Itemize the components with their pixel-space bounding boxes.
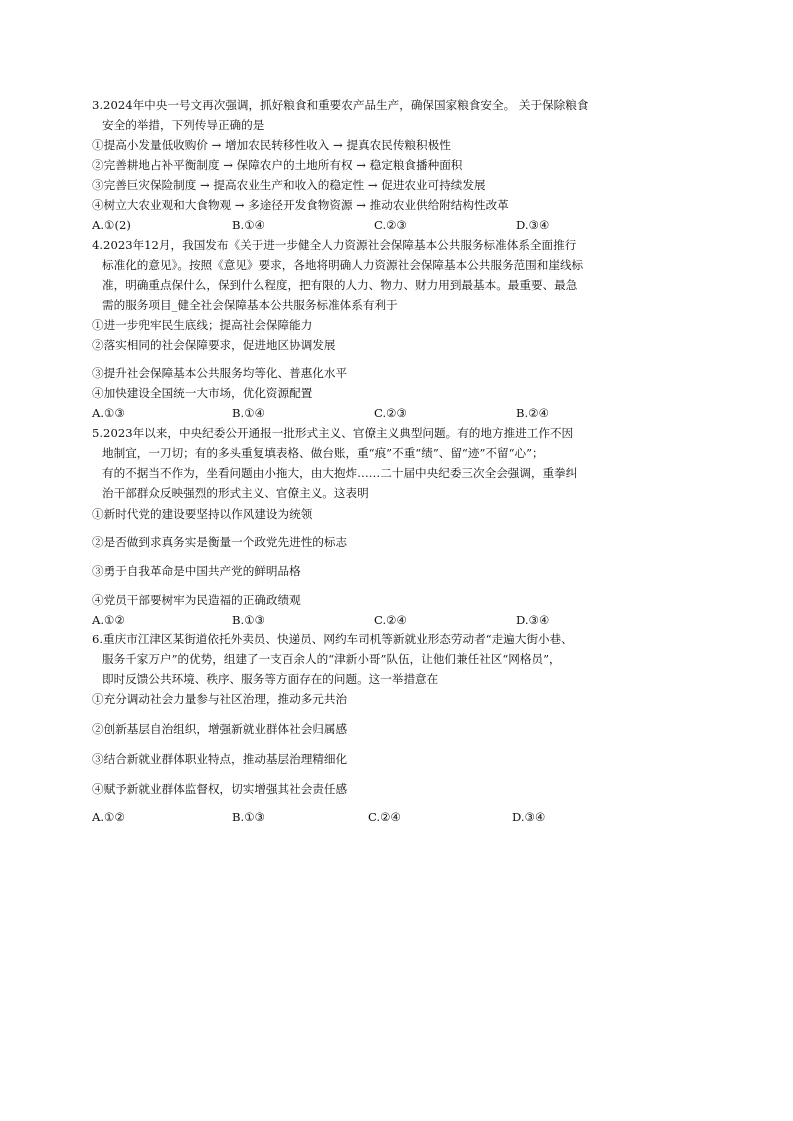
- question-3-item-4: ④树立大农业观和大食物观 → 多途径开发食物资源 → 推动农业供给附结构性改革: [92, 198, 509, 212]
- question-6-stem-line-1: 6.重庆市江津区某街道依托外卖员、快递员、网约车司机等新就业形态劳动者“走遍大街小巷、: [92, 632, 573, 646]
- question-6-stem-line-3: 即时反馈公共环境、秩序、服务等方面存在的问题。这一举措意在: [102, 672, 439, 686]
- question-4-stem-line-3: 准，明确重点保什么，保到什么程度，把有限的人力、物力、财力用到最基本。最重要、最急: [102, 278, 578, 292]
- question-4-choice-b[interactable]: B.①④: [232, 406, 265, 420]
- question-5-choice-c[interactable]: C.②④: [374, 613, 407, 627]
- question-4-item-1: ①进一步兜牢民生底线；提高社会保障能力: [92, 318, 313, 332]
- question-4-item-4: ④加快建设全国统一大市场，优化资源配置: [92, 386, 313, 400]
- question-4-stem-line-4: 需的服务项目_健全社会保障基本公共服务标准体系有利于: [102, 298, 398, 312]
- question-3-choice-d[interactable]: D.③④: [516, 218, 550, 232]
- question-5-choice-a[interactable]: A.①②: [92, 613, 125, 627]
- question-5-choice-d[interactable]: D.③④: [516, 613, 550, 627]
- question-4-choice-a[interactable]: A.①③: [92, 406, 125, 420]
- question-3-item-1: ①提高小发量低收购价 → 增加农民转移性收入 → 提真农民传粮积极性: [92, 138, 451, 152]
- question-6-item-3: ③结合新就业群体职业特点，推动基层治理精细化: [92, 752, 348, 766]
- question-3-item-2: ②完善耕地占补平衡制度 → 保障农户的土地所有权 → 稳定粮食播种面积: [92, 158, 463, 172]
- question-4-stem-line-1: 4.2023年12月，我国发布《关于进一步健全人力资源社会保障基本公共服务标准体系全面推行: [92, 238, 577, 252]
- question-3-stem-line-2: 安全的举措，下列传导正确的是: [102, 118, 265, 132]
- question-5-choice-b[interactable]: B.①③: [232, 613, 265, 627]
- question-4-choice-c[interactable]: C.②③: [374, 406, 407, 420]
- question-3-item-3: ③完善巨灾保险制度 → 提高农业生产和收入的稳定性 → 促进农业可持续发展: [92, 178, 486, 192]
- question-5-item-2: ②是否做到求真务实是衡量一个政党先进性的标志: [92, 535, 348, 549]
- question-4-choice-d[interactable]: B.②④: [516, 406, 549, 420]
- question-6-item-1: ①充分调动社会力量参与社区治理，推动多元共治: [92, 692, 348, 706]
- question-5-stem-line-1: 5.2023年以来，中央纪委公开通报一批形式主义、官僚主义典型问题。有的地方推进工作不因: [92, 426, 574, 440]
- question-3-choice-a[interactable]: A.①(2): [92, 218, 131, 232]
- question-3-choice-b[interactable]: B.①④: [232, 218, 265, 232]
- question-5-item-1: ①新时代党的建设要坚持以作风建设为统领: [92, 507, 313, 521]
- question-6-item-2: ②创新基层自治组织，增强新就业群体社会归属感: [92, 722, 348, 736]
- question-4-item-3: ③提升社会保障基本公共服务均等化、普惠化水平: [92, 366, 348, 380]
- question-4-item-2: ②落实相同的社会保障要求，促进地区协调发展: [92, 338, 336, 352]
- question-6-item-4: ④赋予新就业群体监督权，切实增强其社会责任感: [92, 782, 348, 796]
- question-6-stem-line-2: 服务千家万户”的优势，组建了一支百余人的“津新小哥”队伍，让他们兼任社区“网格员”，: [102, 652, 561, 666]
- question-4-stem-line-2: 标准化的意见》。按照《意见》要求，各地将明确人力资源社会保障基本公共服务范围和崖线标: [102, 258, 584, 272]
- question-6-choice-b[interactable]: B.①③: [232, 810, 265, 824]
- question-5-stem-line-3: 有的不据当不作为，坐看问题由小拖大，由大抱炸……二十届中央纪委三次全会强调，重拳纠: [102, 466, 578, 480]
- question-5-item-4: ④党员干部要树牢为民造福的正确政绩观: [92, 593, 301, 607]
- question-5-stem-line-4: 治干部群众反映强烈的形式主义、官僚主义。这表明: [102, 486, 369, 500]
- question-6-choice-d[interactable]: D.③④: [512, 810, 546, 824]
- question-3-stem-line-1: 3.2024年中央一号文再次强调，抓好粮食和重要农产品生产，确保国家粮食安全。 关于保除粮食: [92, 98, 589, 112]
- question-5-item-3: ③勇于自我革命是中国共产党的鲜明品格: [92, 564, 301, 578]
- question-6-choice-a[interactable]: A.①②: [92, 810, 125, 824]
- question-3-choice-c[interactable]: C.②③: [374, 218, 407, 232]
- question-5-stem-line-2: 地制宜，一刀切；有的多头重复填表格、做台账，重“痕”不重“绩”、留“迹”不留“心”；: [102, 446, 544, 460]
- question-6-choice-c[interactable]: C.②④: [368, 810, 401, 824]
